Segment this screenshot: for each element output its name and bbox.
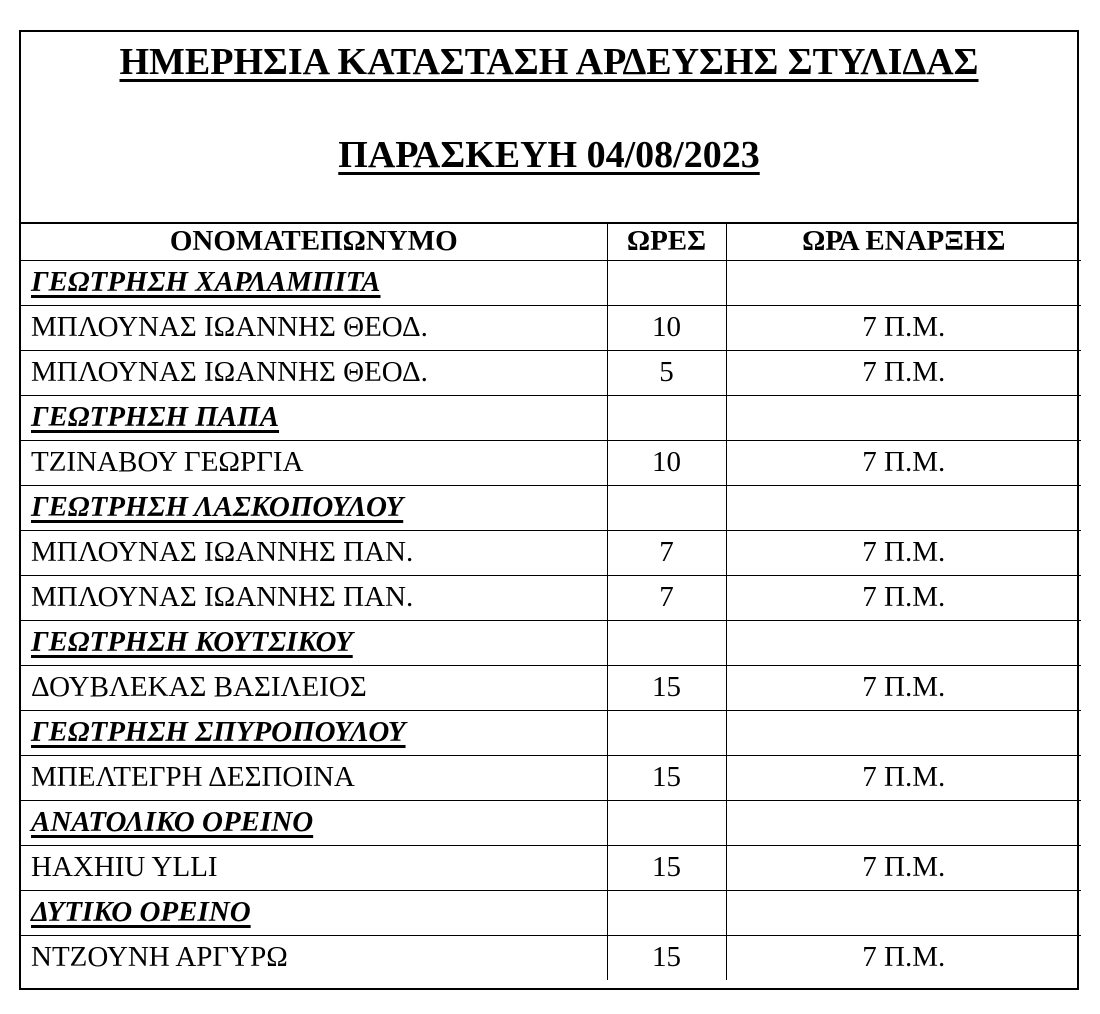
column-header-name: ΟΝΟΜΑΤΕΠΩΝΥΜΟ [21,224,607,260]
table-row [21,665,1081,710]
start-time-cell [726,395,1081,440]
start-time-cell [726,620,1081,665]
hours-cell: 15 [607,665,726,710]
section-title: ΓΕΩΤΡΗΣΗ ΛΑΣΚΟΠΟΥΛΟΥ [21,485,607,530]
section-row [21,800,1081,845]
start-time-cell: 7 Π.Μ. [726,440,1081,485]
person-name: ΝΤΖΟΥΝΗ ΑΡΓΥΡΩ [21,935,607,980]
start-time-cell: 7 Π.Μ. [726,350,1081,395]
table-row [21,755,1081,800]
hours-cell: 10 [607,305,726,350]
start-time-cell: 7 Π.Μ. [726,935,1081,980]
column-header-hours: ΩΡΕΣ [607,224,726,260]
section-row [21,620,1081,665]
person-name: ΔΟΥΒΛΕΚΑΣ ΒΑΣΙΛΕΙΟΣ [21,665,607,710]
start-time-cell: 7 Π.Μ. [726,665,1081,710]
hours-cell: 7 [607,530,726,575]
person-name: ΜΠΛΟΥΝΑΣ ΙΩΑΝΝΗΣ ΘΕΟΔ. [21,350,607,395]
section-title: ΔΥΤΙΚΟ ΟΡΕΙΝΟ [21,890,607,935]
section-title: ΓΕΩΤΡΗΣΗ ΠΑΠΑ [21,395,607,440]
hours-cell: 10 [607,440,726,485]
hours-cell [607,710,726,755]
table-row [21,935,1081,980]
person-name: ΜΠΛΟΥΝΑΣ ΙΩΑΝΝΗΣ ΘΕΟΔ. [21,305,607,350]
start-time-cell: 7 Π.Μ. [726,305,1081,350]
section-row [21,485,1081,530]
irrigation-schedule-table [21,224,1081,980]
start-time-cell: 7 Π.Μ. [726,755,1081,800]
document-date: ΠΑΡΑΣΚΕΥΗ 04/08/2023 [338,134,760,176]
hours-cell [607,485,726,530]
person-name: ΜΠΛΟΥΝΑΣ ΙΩΑΝΝΗΣ ΠΑΝ. [21,530,607,575]
hours-cell: 5 [607,350,726,395]
start-time-cell [726,890,1081,935]
table-row [21,440,1081,485]
section-row [21,395,1081,440]
hours-cell: 7 [607,575,726,620]
person-name: ΜΠΕΛΤΕΓΡΗ ΔΕΣΠΟΙΝΑ [21,755,607,800]
table-header-row [21,224,1081,260]
document-title: ΗΜΕΡΗΣΙΑ ΚΑΤΑΣΤΑΣΗ ΑΡΔΕΥΣΗΣ ΣΤΥΛΙΔΑΣ [119,41,979,83]
hours-cell: 15 [607,755,726,800]
person-name: HAXHIU YLLI [21,845,607,890]
start-time-cell [726,485,1081,530]
hours-cell [607,890,726,935]
section-title: ΓΕΩΤΡΗΣΗ ΚΟΥΤΣΙΚΟΥ [21,620,607,665]
section-row [21,710,1081,755]
hours-cell [607,260,726,305]
table-row [21,530,1081,575]
person-name: ΤΖΙΝΑΒΟΥ ΓΕΩΡΓΙΑ [21,440,607,485]
start-time-cell: 7 Π.Μ. [726,845,1081,890]
table-row [21,845,1081,890]
person-name: ΜΠΛΟΥΝΑΣ ΙΩΑΝΝΗΣ ΠΑΝ. [21,575,607,620]
document-page [19,30,1079,990]
hours-cell [607,395,726,440]
section-row [21,260,1081,305]
section-title: ΓΕΩΤΡΗΣΗ ΣΠΥΡΟΠΟΥΛΟΥ [21,710,607,755]
table-row [21,305,1081,350]
section-title: ΓΕΩΤΡΗΣΗ ΧΑΡΛΑΜΠΙΤΑ [21,260,607,305]
section-title: ΑΝΑΤΟΛΙΚΟ ΟΡΕΙΝΟ [21,800,607,845]
start-time-cell [726,800,1081,845]
start-time-cell: 7 Π.Μ. [726,575,1081,620]
hours-cell [607,620,726,665]
column-header-start-time: ΩΡΑ ΕΝΑΡΞΗΣ [726,224,1081,260]
start-time-cell [726,710,1081,755]
start-time-cell [726,260,1081,305]
start-time-cell: 7 Π.Μ. [726,530,1081,575]
hours-cell: 15 [607,845,726,890]
hours-cell [607,800,726,845]
title-block [21,32,1077,224]
section-row [21,890,1081,935]
hours-cell: 15 [607,935,726,980]
table-row [21,350,1081,395]
table-row [21,575,1081,620]
